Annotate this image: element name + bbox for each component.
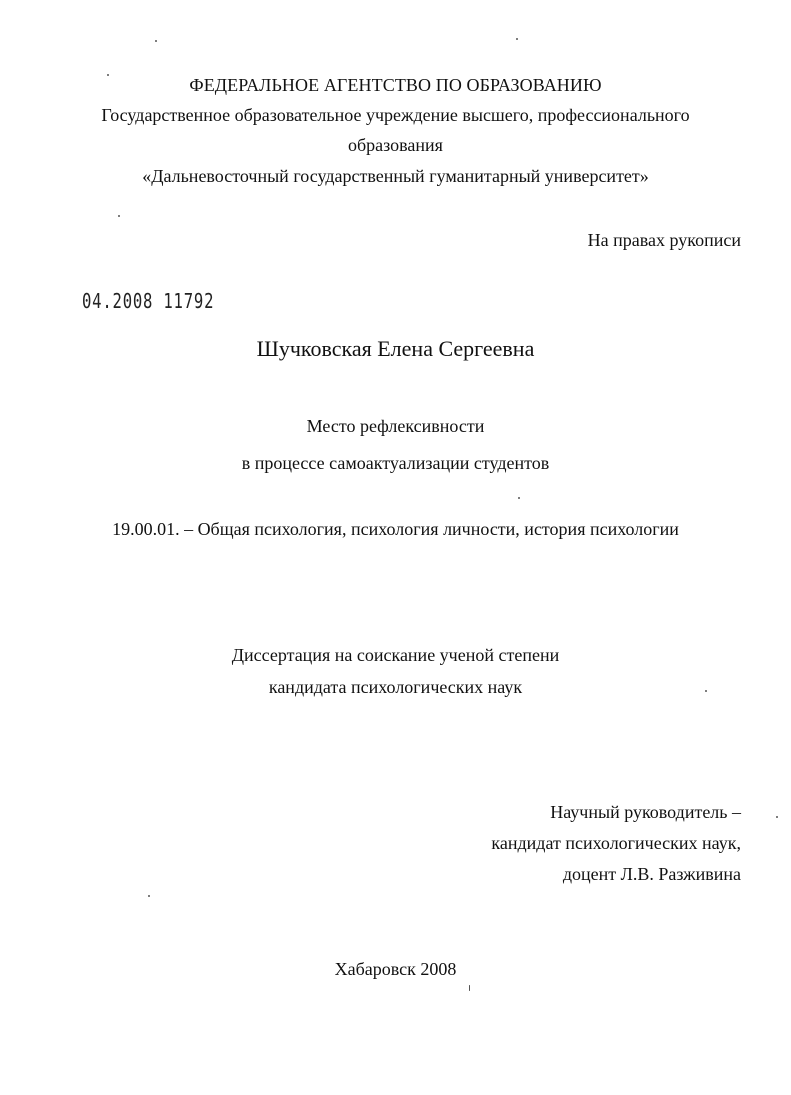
- registration-stamp: 04.2008 11792: [82, 289, 215, 313]
- scan-speck: [107, 74, 109, 76]
- degree-line-1: Диссертация на соискание ученой степени: [231, 645, 560, 665]
- author-name: Шучковская Елена Сергеевна: [256, 336, 535, 361]
- scan-speck: [118, 215, 120, 217]
- university-name: «Дальневосточный государственный гуманитарный университет»: [142, 166, 649, 186]
- agency-heading: ФЕДЕРАЛЬНОЕ АГЕНТСТВО ПО ОБРАЗОВАНИЮ: [189, 75, 602, 95]
- specialty-code: 19.00.01. – Общая психология, психология личности, история психологии: [112, 519, 679, 539]
- city-year: Хабаровск 2008: [334, 959, 457, 979]
- institution-line-1: Государственное образовательное учреждение высшего, профессионального: [101, 105, 690, 125]
- scan-speck: [469, 985, 470, 991]
- degree-line-2: кандидата психологических наук: [268, 677, 523, 697]
- manuscript-rights-note: На правах рукописи: [587, 230, 741, 250]
- scan-speck: [705, 690, 707, 692]
- scan-speck: [516, 38, 518, 40]
- supervisor-line-1: Научный руководитель –: [550, 802, 741, 822]
- dissertation-title-line-1: Место рефлексивности: [306, 416, 485, 436]
- institution-line-2: образования: [348, 135, 443, 155]
- supervisor-line-3: доцент Л.В. Разживина: [562, 864, 741, 884]
- scan-speck: [518, 497, 520, 499]
- scan-speck: [155, 40, 157, 42]
- supervisor-line-2: кандидат психологических наук,: [491, 833, 741, 853]
- scan-speck: [776, 816, 778, 818]
- dissertation-title-line-2: в процессе самоактуализации студентов: [241, 453, 550, 473]
- scan-speck: [148, 895, 150, 897]
